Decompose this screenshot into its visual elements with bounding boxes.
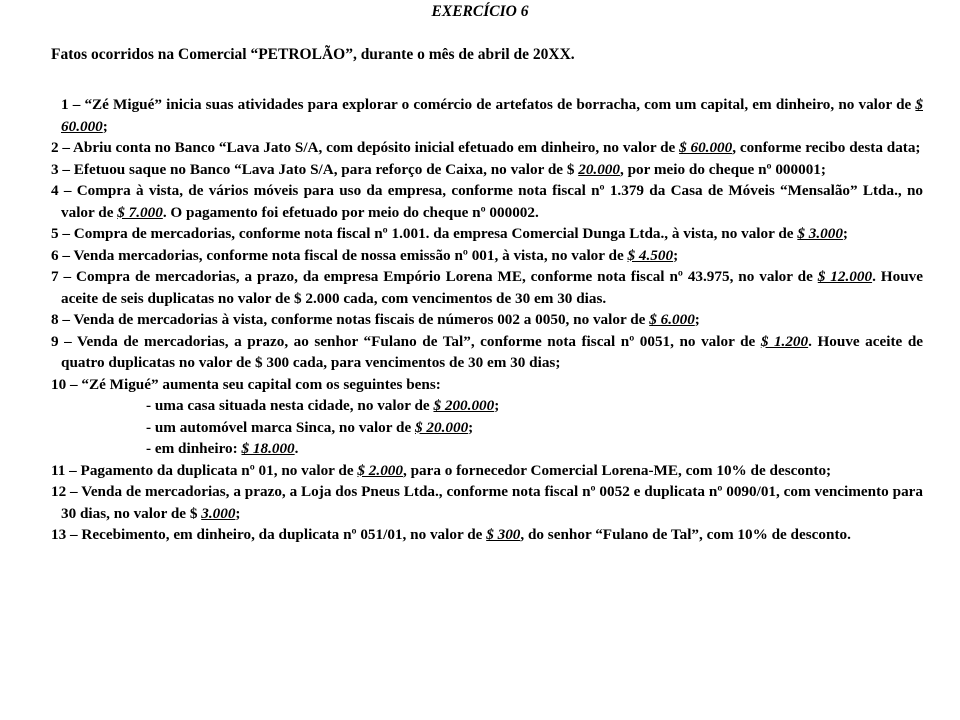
fact-item	[51, 137, 923, 159]
asset-subitem	[51, 438, 923, 460]
intro-paragraph: Fatos ocorridos na Comercial “PETROLÃO”, durante o mês de abril de 20XX.	[51, 46, 575, 63]
item-amount: $ 60.000	[679, 139, 733, 156]
item-text: 8 – Venda de mercadorias à vista, conforme notas fiscais de números 002 a 0050, no valor de	[51, 311, 650, 328]
fact-item	[51, 180, 923, 223]
asset-subitem	[51, 395, 923, 417]
fact-item	[51, 374, 923, 396]
item-amount: $ 300	[486, 526, 521, 543]
fact-item	[51, 331, 923, 374]
item-text: 1 – “Zé Migué” inicia suas atividades para explorar o comércio de artefatos de borracha, com um capital, em dinheiro, no valor de	[61, 96, 916, 113]
item-text: - em dinheiro:	[146, 440, 242, 457]
item-amount: $ 2.000	[357, 461, 403, 479]
item-amount: $ 200.000	[433, 397, 495, 414]
item-amount: $ 7.000	[117, 203, 163, 221]
fact-item	[51, 266, 923, 309]
item-text-end: ;	[673, 246, 679, 264]
fact-item	[51, 460, 923, 482]
item-text: 6 – Venda mercadorias, conforme nota fiscal de nossa emissão nº 001, à vista, no valor de	[51, 246, 628, 264]
item-text-end: . Houve aceite de quatro duplicatas no valor de $ 300 cada, para vencimentos de 30 em 30 dias;	[61, 332, 924, 371]
item-text: 7 – Compra de mercadorias, a prazo, da empresa Empório Lorena ME, conforme nota fiscal nº 43.975, no valor de	[51, 268, 818, 285]
item-text: 2 – Abriu conta no Banco “Lava Jato S/A, com depósito inicial efetuado em dinheiro, no valor de	[51, 139, 680, 156]
item-text: - uma casa situada nesta cidade, no valor de	[146, 397, 434, 414]
item-amount: $ 3.000	[797, 225, 843, 242]
item-amount: $ 1.200	[760, 332, 809, 350]
item-text-end: ;	[842, 225, 848, 242]
item-amount: $ 12.000	[817, 268, 873, 285]
item-text-end: , por meio do cheque nº 000001;	[619, 160, 826, 178]
item-amount: 3.000	[201, 504, 236, 522]
item-text: 10 – “Zé Migué” aumenta seu capital com os seguintes bens:	[51, 375, 441, 393]
item-text: 3 – Efetuou saque no Banco “Lava Jato S/A, para reforço de Caixa, no valor de $	[51, 160, 579, 178]
item-text: 12 – Venda de mercadorias, a prazo, a Loja dos Pneus Ltda., conforme nota fiscal nº 0052 e duplicata nº 0090/01, com vencimento para 30 dias, no valor de $	[51, 483, 923, 522]
item-text: 11 – Pagamento da duplicata nº 01, no valor de	[51, 461, 358, 479]
item-text-end: ;	[694, 311, 700, 328]
item-text-end: , do senhor “Fulano de Tal”, com 10% de desconto.	[520, 526, 851, 543]
item-text: 5 – Compra de mercadorias, conforme nota fiscal nº 1.001. da empresa Comercial Dunga Ltda., à vista, no valor de	[51, 225, 798, 242]
fact-item	[51, 94, 923, 137]
item-text-end: , conforme recibo desta data;	[732, 139, 921, 156]
item-text-end: ;	[235, 504, 241, 522]
fact-item	[51, 309, 923, 331]
fact-item	[51, 481, 923, 524]
item-text-end: , para o fornecedor Comercial Lorena-ME, com 10% de desconto;	[402, 461, 832, 479]
item-amount: $ 18.000	[241, 440, 295, 457]
item-text: - um automóvel marca Sinca, no valor de	[146, 418, 416, 436]
facts-list	[51, 94, 923, 546]
item-amount: $ 20.000	[415, 418, 469, 436]
fact-item	[51, 223, 923, 245]
fact-item	[51, 524, 923, 546]
item-amount: 20.000	[578, 160, 620, 178]
item-amount: $ 6.000	[649, 311, 695, 328]
item-text-end: .	[294, 440, 299, 457]
asset-subitem	[51, 417, 923, 439]
item-text-end: ;	[468, 418, 474, 436]
exercise-title: EXERCÍCIO 6	[431, 3, 529, 20]
fact-item	[51, 159, 923, 181]
item-amount: $ 60.000	[61, 96, 923, 135]
item-text-end: . O pagamento foi efetuado por meio do cheque nº 000002.	[162, 203, 539, 221]
item-text: 13 – Recebimento, em dinheiro, da duplicata nº 051/01, no valor de	[51, 526, 487, 543]
item-text-end: ;	[494, 397, 500, 414]
item-text: 9 – Venda de mercadorias, a prazo, ao senhor “Fulano de Tal”, conforme nota fiscal nº 0051, no valor de	[51, 332, 761, 350]
item-text: 4 – Compra à vista, de vários móveis para uso da empresa, conforme nota fiscal nº 1.379 da Casa de Móveis “Mensalão” Ltda., no valor de	[51, 182, 923, 221]
item-text-end: . Houve aceite de seis duplicatas no valor de $ 2.000 cada, com vencimentos de 30 em 30 dias.	[61, 268, 923, 307]
fact-item	[51, 245, 923, 267]
item-text-end: ;	[102, 117, 108, 135]
item-amount: $ 4.500	[627, 246, 674, 264]
